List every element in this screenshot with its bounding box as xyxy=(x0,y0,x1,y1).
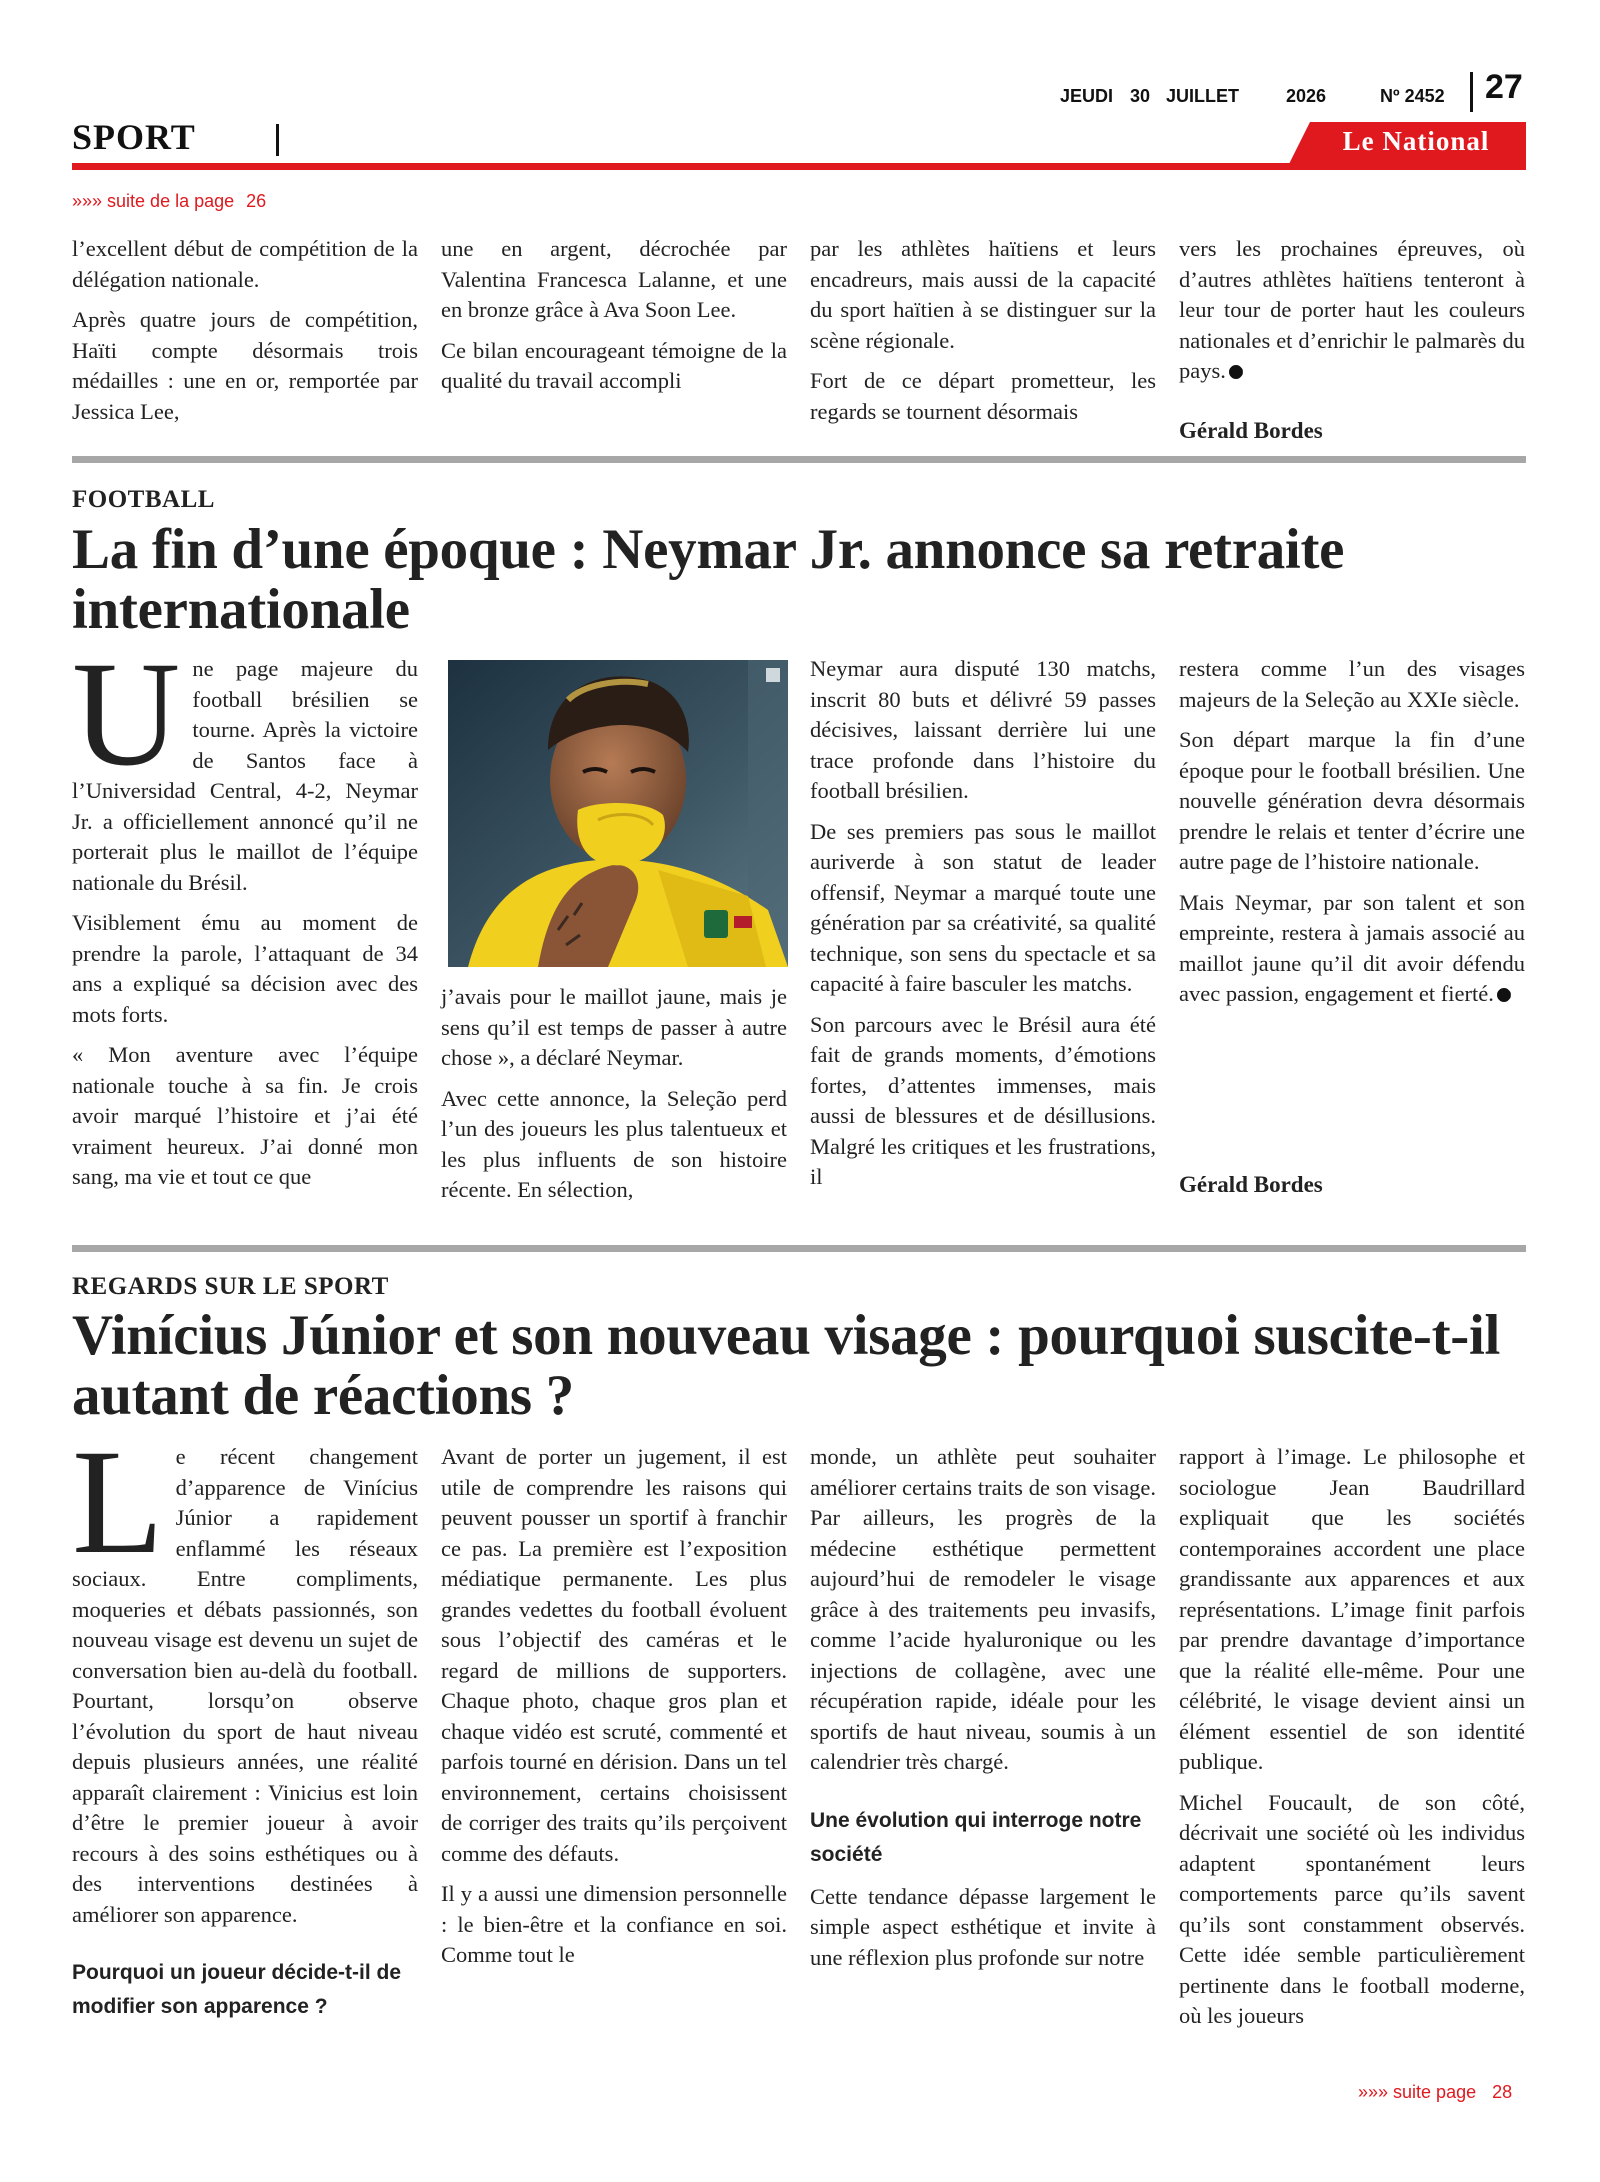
article1-column-3 xyxy=(810,234,1156,427)
article-divider xyxy=(72,1245,1526,1252)
article3-column-4 xyxy=(1179,1442,1525,2032)
article1-paragraph: Après quatre jours de compétition, Haïti compte désormais trois médailles : une en or, remportée par Jessica Lee, xyxy=(72,307,418,424)
article3-paragraph: Il y a aussi une dimension personnelle : le bien-être et la confiance en soi. Comme tout le xyxy=(441,1881,787,1967)
article1-paragraph: l’excellent début de compétition de la délégation nationale. xyxy=(72,236,418,292)
neymar-photo xyxy=(448,660,788,967)
section-title: SPORT xyxy=(72,117,196,157)
article3-paragraph: Michel Foucault, de son côté, décrivait une société où les individus adaptent spontanément leurs comportements parce qu’ils savent qu’ils sont constamment observés. Cette idée semble particulièrement pertinente dans le football moderne, où les joueurs xyxy=(1179,1789,1525,2028)
article1-paragraph: une en argent, décrochée par Valentina Francesca Lalanne, et une en bronze grâce à Ava Soon Lee. xyxy=(441,236,787,322)
header-month: JUILLET xyxy=(1166,86,1240,106)
article2-column-4 xyxy=(1179,654,1525,1010)
header-red-rule xyxy=(72,163,1526,170)
continued-from-label: »»» suite de la page xyxy=(72,191,235,211)
article2-lead-paragraph xyxy=(72,631,418,898)
article3-paragraph: Cette tendance dépasse largement le simple aspect esthétique et invite à une réflexion plus profonde sur notre xyxy=(810,1883,1156,1970)
article2-paragraph: Avec cette annonce, la Seleção perd l’un des joueurs les plus talentueux et les plus influents de son histoire récente. En sélection, xyxy=(441,1085,787,1202)
article1-column-4 xyxy=(1179,234,1525,387)
article2-paragraph: De ses premiers pas sous le maillot auriverde à son statut de leader offensif, Neymar a marqué toute une génération par sa créativité, sa qualité technique, son sens du spectacle et sa capacité à faire basculer les matchs. xyxy=(810,818,1156,996)
article3-subheading: Pourquoi un joueur décide-t-il de modifier son apparence ? xyxy=(72,1961,401,2018)
article2-headline: La fin d’une époque : Neymar Jr. annonce sa retraite internationale xyxy=(72,518,1345,641)
article1-author: Gérald Bordes xyxy=(1179,418,1323,443)
article1-column-1 xyxy=(72,234,418,427)
article2-paragraph: Neymar aura disputé 130 matchs, inscrit 80 buts et délivré 59 passes décisives, laissant derrière lui une trace profonde dans l’histoire du football brésilien. xyxy=(810,656,1156,803)
section-divider xyxy=(276,124,279,156)
article2-paragraph: Son départ marque la fin d’une époque pour le football brésilien. Une nouvelle génération devra désormais prendre le relais et tenter d’écrire une autre page de l’histoire nationale. xyxy=(1179,727,1525,874)
article2-drop-cap: U xyxy=(72,631,181,797)
page-number: 27 xyxy=(1485,68,1523,106)
article2-author: Gérald Bordes xyxy=(1179,1172,1323,1197)
header-separator xyxy=(1470,72,1473,112)
continued-to-link[interactable] xyxy=(1358,2082,1512,2103)
article2-paragraph: restera comme l’un des visages majeurs de la Seleção au XXIe siècle. xyxy=(1179,656,1525,712)
article2-column-1 xyxy=(72,631,418,1193)
continued-to-page: 28 xyxy=(1492,2082,1513,2102)
article3-column-2 xyxy=(441,1442,787,1971)
article2-paragraph: Son parcours avec le Brésil aura été fait de grands moments, d’émotions fortes, d’attentes immenses, mais aussi de blessures et de désillusions. Malgré les critiques et les frustrations, il xyxy=(810,1011,1156,1189)
article3-paragraph: monde, un athlète peut souhaiter améliorer certains traits de son visage. Par ailleurs, les progrès de la médecine esthétique permettent aujourd’hui de remodeler le visage grâce à des traitements peu invasifs, comme l’acide hyaluronique ou les injections de collagène, avec une récupération rapide, idéale pour les sportifs de haut niveau, soumis à un calendrier très chargé. xyxy=(810,1444,1156,1774)
article1-paragraph: Ce bilan encourageant témoigne de la qualité du travail accompli xyxy=(441,337,787,393)
article3-column-3 xyxy=(810,1442,1156,1973)
article3-paragraph: Avant de porter un jugement, il est utile de comprendre les raisons qui peuvent pousser un sportif à franchir ce pas. La première est l’exposition médiatique permanente. Les plus grandes vedettes du football évoluent sous l’objectif des caméras et le regard de millions de supporters. Chaque photo, chaque gros plan et chaque vidéo est scruté, commenté et parfois tourné en dérision. Dans un tel environnement, certains choisissent de corriger des traits qu’ils perçoivent comme des défauts. xyxy=(441,1444,787,1866)
article3-drop-cap: L xyxy=(72,1419,164,1585)
continued-to-label: »»» suite page xyxy=(1358,2082,1477,2102)
article2-paragraph: j’avais pour le maillot jaune, mais je sens qu’il est temps de passer à autre chose », a déclaré Neymar. xyxy=(441,984,787,1070)
continued-from-page: 26 xyxy=(246,191,267,211)
article3-column-1 xyxy=(72,1419,418,2024)
article3-paragraph: rapport à l’image. Le philosophe et sociologue Jean Baudrillard expliquait que les sociétés contemporaines accordent une place grandissante aux apparences et aux représentations. L’image finit parfois par prendre davantage d’importance que la réalité elle-même. Pour une célébrité, le visage devient ainsi un élément essentiel de son identité publique. xyxy=(1179,1444,1525,1774)
article1-paragraph: vers les prochaines épreuves, où d’autres athlètes haïtiens tenteront à leur tour de porter haut les couleurs nationales et d’enrichir le palmarès du pays. xyxy=(1179,234,1525,387)
header-date-number: 30 xyxy=(1130,86,1151,106)
article3-kicker: REGARDS SUR LE SPORT xyxy=(72,1273,389,1300)
article2-lead-text: ne page majeure du football brésilien se tourne. Après la victoire de Santos face à l’Universidad Central, 4-2, Neymar Jr. a officiellement annoncé qu’il ne porterait plus le maillot de l’équipe nationale du Brésil. xyxy=(72,656,418,895)
article-divider xyxy=(72,456,1526,463)
article2-paragraph: Mais Neymar, par son talent et son empreinte, restera à jamais associé au maillot jaune qu’il dit avoir défendu avec passion, engagement et fierté. xyxy=(1179,888,1525,1010)
header-year: 2026 xyxy=(1286,86,1327,106)
header-issue-number: Nº 2452 xyxy=(1380,86,1445,106)
article2-paragraph: Visiblement ému au moment de prendre la parole, l’attaquant de 34 ans a expliqué sa décision avec des mots forts. xyxy=(72,910,418,1027)
continued-from-link[interactable] xyxy=(72,191,266,212)
article2-kicker: FOOTBALL xyxy=(72,486,215,513)
article3-lead-paragraph xyxy=(72,1419,418,1930)
article3-subheading: Une évolution qui interroge notre société xyxy=(810,1808,1142,1866)
article1-paragraph: par les athlètes haïtiens et leurs encadreurs, mais aussi de la capacité du sport haïtien à se distinguer sur la scène régionale. xyxy=(810,236,1156,353)
article2-paragraph: « Mon aventure avec l’équipe nationale touche à sa fin. Je crois avoir marqué l’histoire et j’ai été vraiment heureux. J’ai donné mon sang, ma vie et tout ce que xyxy=(72,1042,418,1189)
header-day: JEUDI xyxy=(1060,86,1114,106)
article2-column-2 xyxy=(441,982,787,1206)
article1-column-2 xyxy=(441,234,787,397)
brand-logo: Le National xyxy=(1342,126,1490,156)
article3-lead-text: e récent changement d’apparence de Vinícius Júnior a rapidement enflammé les réseaux sociaux. Entre compliments, moqueries et débats passionnés, son nouveau visage est devenu un sujet de conversation bien au-delà du football. Pourtant, lorsqu’on observe l’évolution du sport de haut niveau depuis plusieurs années, une réalité apparaît clairement : Vinicius est loin d’être le premier joueur à avoir recours à des soins esthétiques ou à des interventions destinées à améliorer son apparence. xyxy=(72,1444,418,1927)
article3-headline: Vinícius Júnior et son nouveau visage : pourquoi suscite-t-il autant de réactions ? xyxy=(72,1304,1501,1427)
article1-paragraph: Fort de ce départ prometteur, les regards se tournent désormais xyxy=(810,368,1156,424)
article2-column-3 xyxy=(810,654,1156,1193)
